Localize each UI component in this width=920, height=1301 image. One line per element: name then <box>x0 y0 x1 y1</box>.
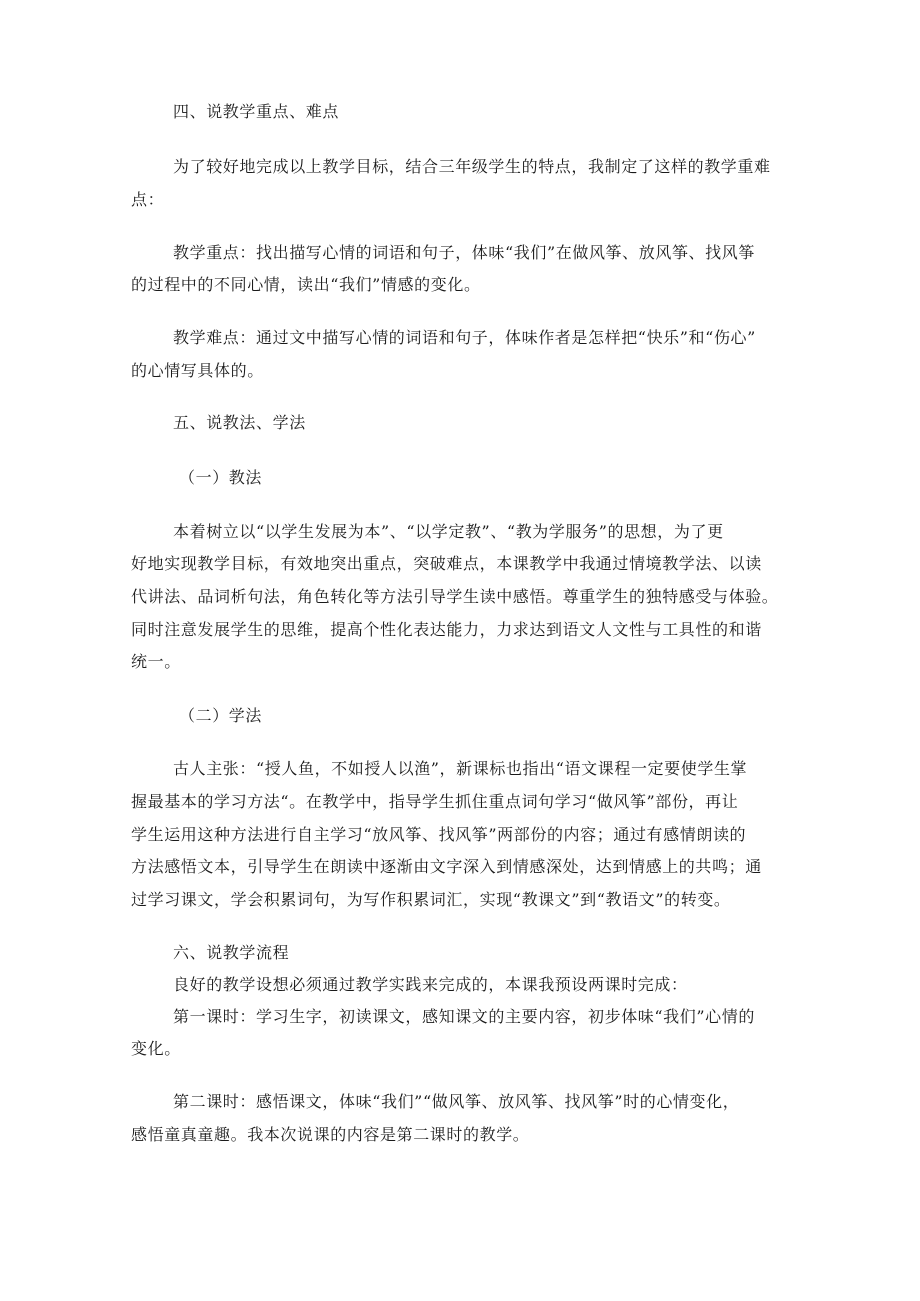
goal-paragraph-line-2: 点： <box>131 190 165 209</box>
subsection-2-heading: （二）学法 <box>179 706 263 725</box>
key-point-line-1: 教学重点：找出描写心情的词语和句子，体味“我们”在做风筝、放风筝、找风筝 <box>173 243 755 262</box>
flow-intro-line: 良好的教学设想必须通过教学实践来完成的，本课我预设两课时完成： <box>173 975 688 994</box>
subsection-1-heading: （一）教法 <box>179 468 263 487</box>
learning-method-line-1: 古人主张：“授人鱼，不如授人以渔”，新课标也指出“语文课程一定要使学生掌 <box>173 759 748 778</box>
learning-method-line-3: 学生运用这种方法进行自主学习“放风筝、找风筝”两部份的内容；通过有感情朗读的 <box>131 825 747 844</box>
learning-method-line-5: 过学习课文，学会积累词句，为写作积累词汇，实现“教课文”到“教语文”的转变。 <box>131 890 731 909</box>
teaching-method-line-2: 好地实现教学目标，有效地突出重点，突破难点，本课教学中我通过情境教学法、以读 <box>131 554 762 573</box>
key-point-line-2: 的过程中的不同心情，读出“我们”情感的变化。 <box>131 275 481 294</box>
teaching-method-line-4: 同时注意发展学生的思维，提高个性化表达能力，力求达到语文人文性与工具性的和谐 <box>131 620 762 639</box>
goal-paragraph-line-1: 为了较好地完成以上教学目标，结合三年级学生的特点，我制定了这样的教学重难 <box>173 157 771 176</box>
difficulty-line-1: 教学难点：通过文中描写心情的词语和句子，体味作者是怎样把“快乐”和“伤心” <box>173 328 756 347</box>
teaching-method-line-5: 统一。 <box>131 652 181 671</box>
teaching-method-line-3: 代讲法、品词析句法，角色转化等方法引导学生读中感悟。尊重学生的独特感受与体验。 <box>131 587 779 606</box>
section-4-heading: 四、说教学重点、难点 <box>173 102 340 121</box>
first-lesson-line-1: 第一课时：学习生字，初读课文，感知课文的主要内容，初步体味“我们”心情的 <box>173 1007 755 1026</box>
teaching-method-line-1: 本着树立以“以学生发展为本”、“以学定教”、“教为学服务”的思想，为了更 <box>173 522 724 541</box>
difficulty-line-2: 的心情写具体的。 <box>131 361 264 380</box>
learning-method-line-2: 握最基本的学习方法“。在教学中，指导学生抓住重点词句学习“做风筝”部份，再让 <box>131 792 739 811</box>
section-6-heading: 六、说教学流程 <box>173 943 290 962</box>
second-lesson-line-1: 第二课时：感悟课文，体味“我们”“做风筝、放风筝、找风筝”时的心情变化， <box>173 1092 740 1111</box>
first-lesson-line-2: 变化。 <box>131 1039 181 1058</box>
learning-method-line-4: 方法感悟文本，引导学生在朗读中逐渐由文字深入到情感深处，达到情感上的共鸣；通 <box>131 857 762 876</box>
second-lesson-line-2: 感悟童真童趣。我本次说课的内容是第二课时的教学。 <box>131 1125 530 1144</box>
section-5-heading: 五、说教法、学法 <box>173 413 306 432</box>
